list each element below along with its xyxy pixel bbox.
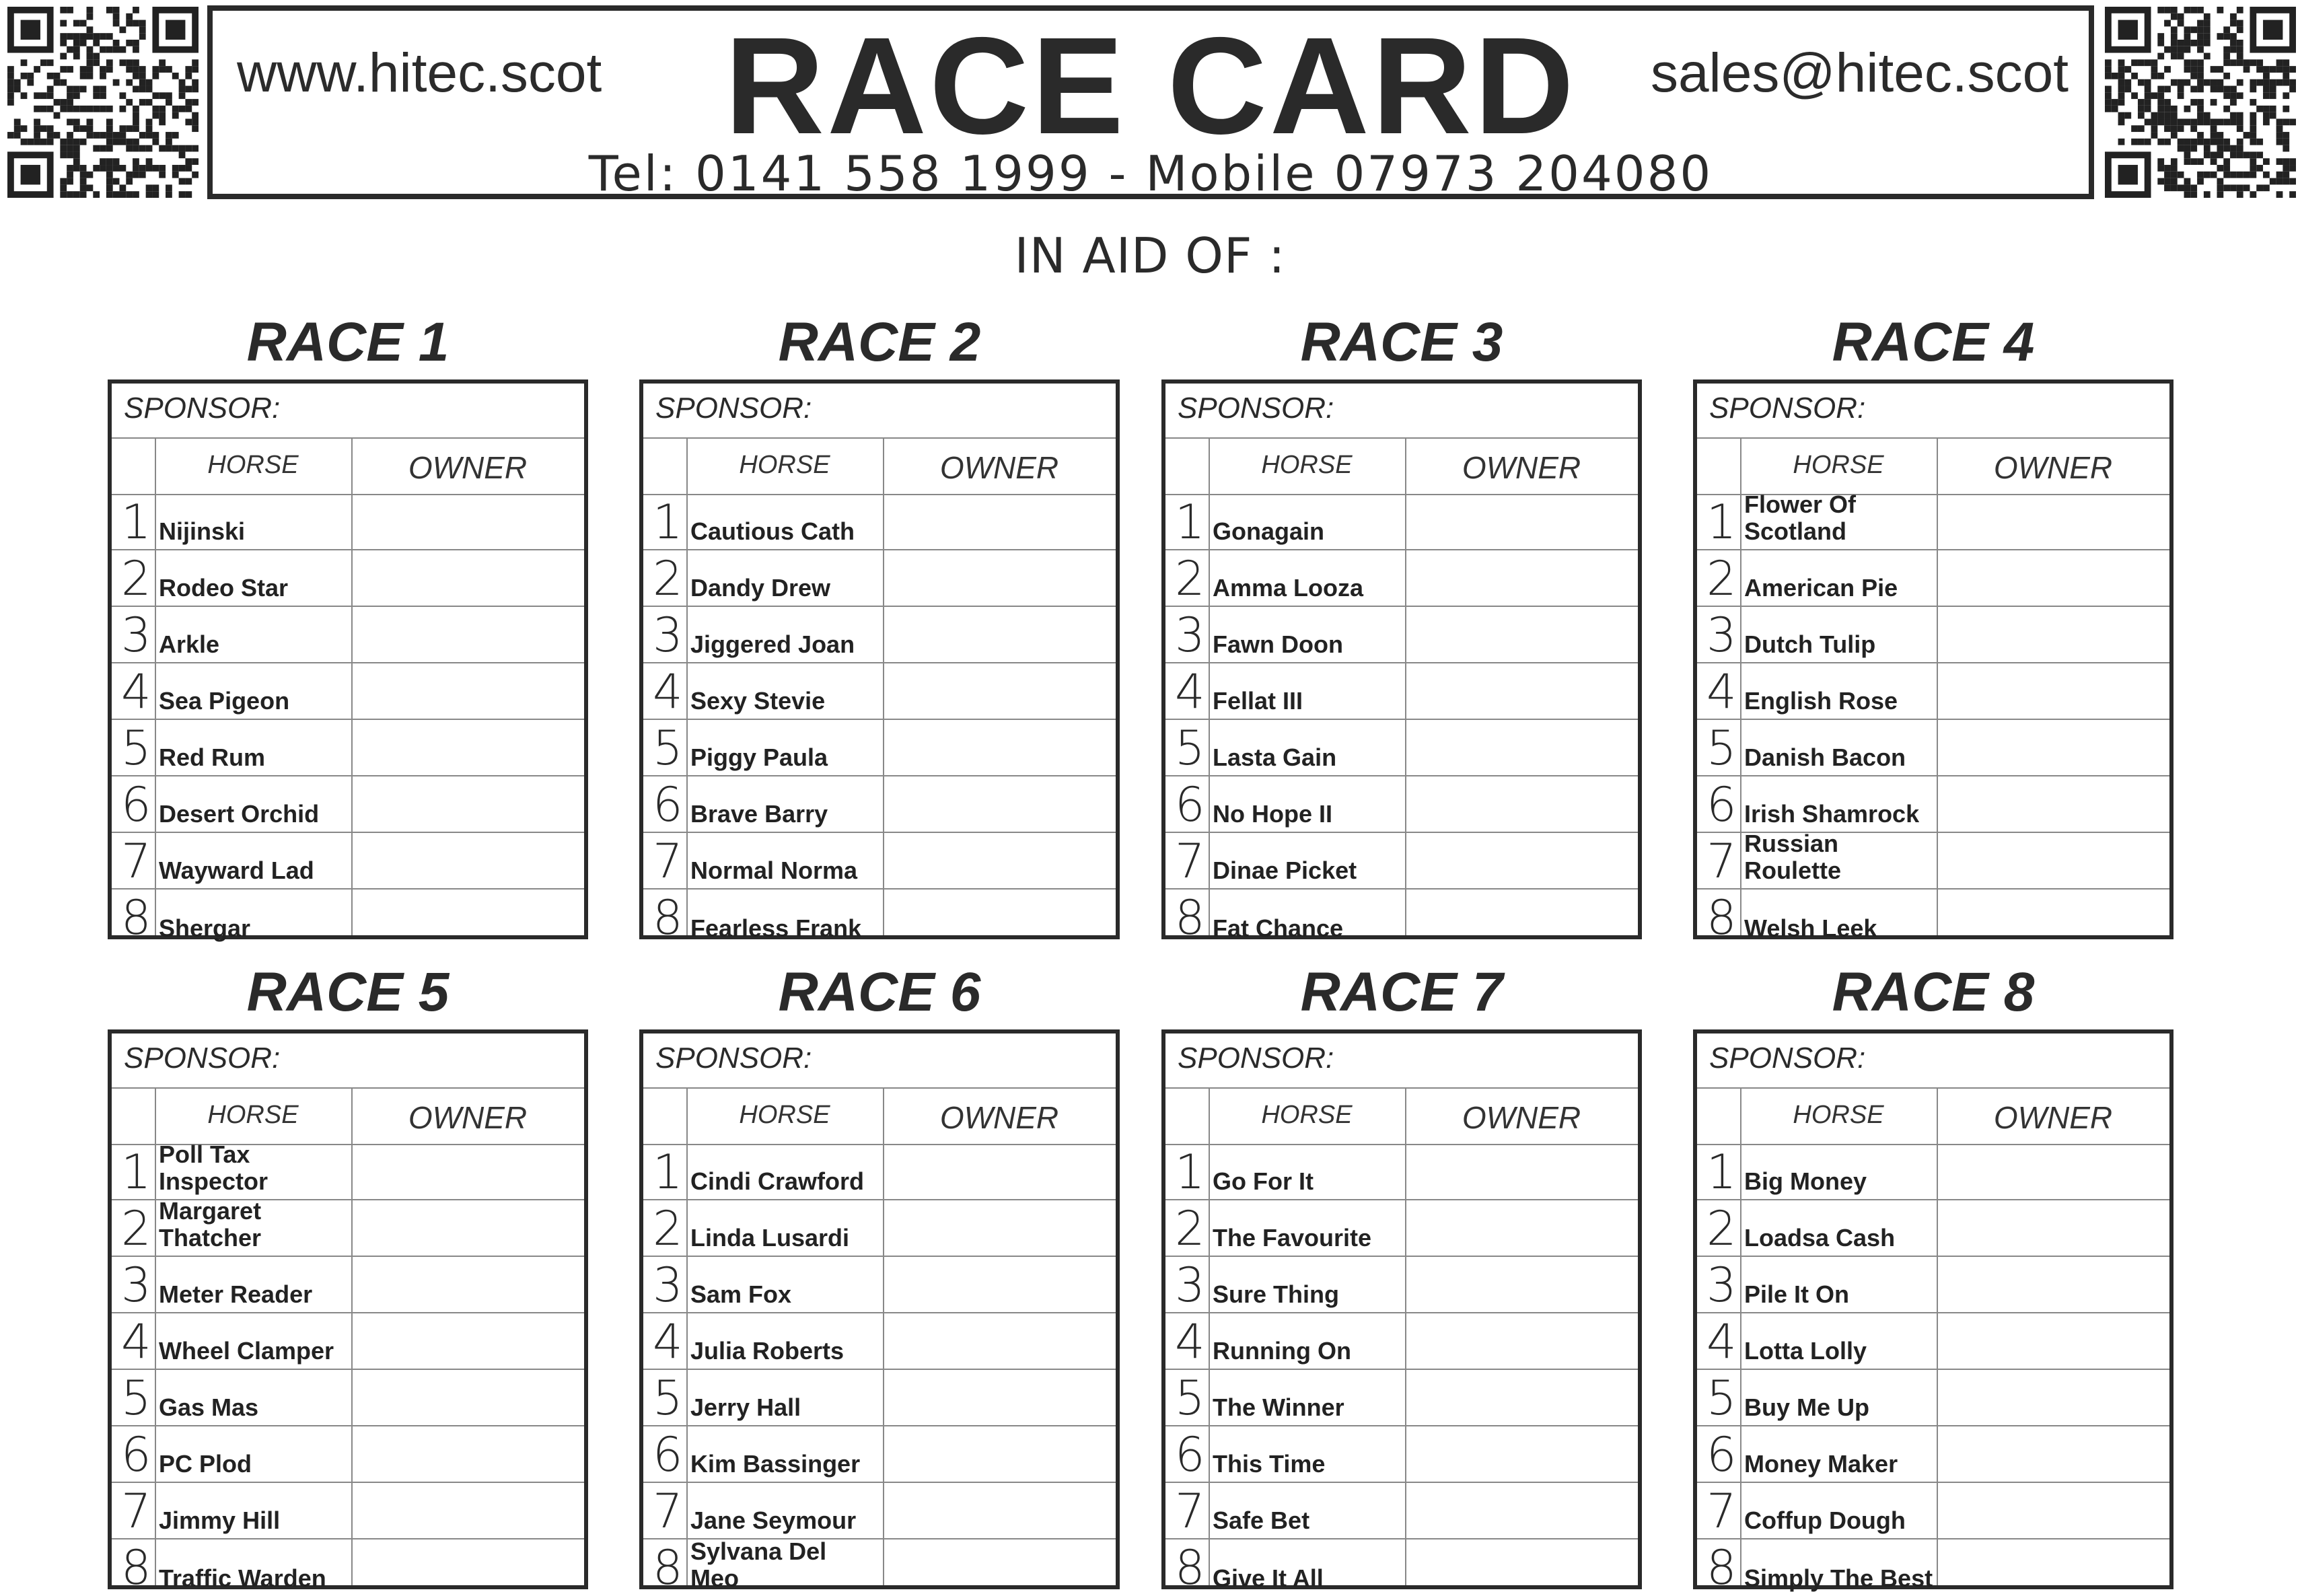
horse-name: PC Plod [159, 1450, 252, 1478]
horse-name: Fellat III [1213, 687, 1303, 715]
race-card [639, 379, 1120, 945]
horse-list [643, 1144, 1116, 1595]
race-card [108, 379, 588, 945]
horse-name: Russian Roulette [1744, 830, 1841, 884]
horse-number: 4 [1175, 664, 1205, 719]
horse-name: Fawn Doon [1213, 630, 1343, 658]
table-row [1165, 890, 1638, 946]
horse-name: Rodeo Star [159, 574, 289, 602]
horse-name: Poll Tax Inspector [159, 1140, 268, 1195]
table-row [1697, 491, 2169, 550]
sponsor-label: SPONSOR: [1178, 1042, 1334, 1075]
horse-number: 4 [121, 1314, 151, 1369]
horse-name: American Pie [1744, 574, 1898, 602]
horse-name: Give It All [1213, 1564, 1324, 1592]
race-title: RACE 5 [246, 962, 450, 1023]
sponsor-label: SPONSOR: [1178, 392, 1334, 425]
column-headers [643, 437, 1116, 495]
horse-name: Sam Fox [690, 1280, 792, 1308]
sponsor-row [643, 384, 1116, 439]
table-row [1165, 1313, 1638, 1370]
owner-column-header: OWNER [1462, 1100, 1581, 1135]
table-row [643, 1313, 1116, 1370]
horse-number: 3 [1706, 1258, 1737, 1313]
horse-number: 5 [121, 721, 151, 776]
horse-name: Dutch Tulip [1744, 630, 1876, 658]
horse-number: 3 [121, 1258, 151, 1313]
horse-number: 1 [1706, 1145, 1737, 1200]
table-row [1697, 1144, 2169, 1200]
table-row [643, 720, 1116, 776]
owner-column-header: OWNER [408, 1100, 528, 1135]
qr-code-left [7, 7, 199, 198]
horse-name: Gas Mas [159, 1393, 259, 1421]
table-row [112, 833, 584, 890]
column-headers [643, 1087, 1116, 1145]
horse-number: 7 [121, 1484, 151, 1539]
table-row [643, 1257, 1116, 1313]
horse-name: Sexy Stevie [690, 687, 826, 715]
horse-number: 6 [121, 777, 151, 832]
horse-name: Jimmy Hill [159, 1507, 281, 1534]
table-row [1697, 1539, 2169, 1596]
horse-number: 1 [653, 495, 683, 550]
horse-name: Brave Barry [690, 800, 828, 828]
table-row [1165, 833, 1638, 890]
table-row [643, 1200, 1116, 1257]
race-card [1693, 1029, 2173, 1595]
horse-name: Meter Reader [159, 1280, 313, 1308]
horse-column-header: HORSE [1261, 451, 1353, 479]
table-row [112, 1426, 584, 1483]
table-row [643, 607, 1116, 663]
horse-name: Simply The Best [1744, 1564, 1933, 1592]
horse-number: 3 [121, 608, 151, 663]
horse-number: 6 [121, 1427, 151, 1482]
horse-list [112, 494, 584, 945]
race-title: RACE 6 [778, 962, 981, 1023]
horse-column-header: HORSE [1261, 1101, 1353, 1129]
horse-number: 8 [1706, 1540, 1737, 1595]
horse-name: Pile It On [1744, 1280, 1850, 1308]
owner-column-header: OWNER [1462, 450, 1581, 485]
race-title: RACE 2 [778, 312, 981, 373]
sponsor-label: SPONSOR: [124, 392, 281, 425]
horse-name: Dinae Picket [1213, 857, 1357, 884]
horse-number: 1 [121, 1145, 151, 1200]
sponsor-row [1697, 1033, 2169, 1089]
horse-number: 5 [1175, 721, 1205, 776]
horse-list [112, 1140, 584, 1595]
horse-number: 3 [1175, 1258, 1205, 1313]
horse-name: Arkle [159, 630, 220, 658]
race-title: RACE 3 [1300, 312, 1503, 373]
horse-number: 5 [653, 721, 683, 776]
sponsor-row [112, 384, 584, 439]
horse-number: 6 [653, 1427, 683, 1482]
horse-number: 1 [1175, 1145, 1205, 1200]
table-row [1165, 720, 1638, 776]
horse-name: Wayward Lad [159, 857, 314, 884]
qr-code-right [2105, 7, 2296, 198]
column-headers [1697, 437, 2169, 495]
table-row [643, 1539, 1116, 1596]
horse-number: 2 [1175, 1201, 1205, 1256]
table-row [1697, 550, 2169, 607]
horse-number: 7 [653, 1484, 683, 1539]
horse-name: Lasta Gain [1213, 743, 1337, 771]
horse-number: 6 [1706, 777, 1737, 832]
email-text: sales@hitec.scot [1650, 42, 2069, 104]
column-headers [1165, 1087, 1638, 1145]
horse-name: Cindi Crawford [690, 1167, 864, 1195]
horse-column-header: HORSE [207, 1101, 299, 1129]
table-row [1165, 1257, 1638, 1313]
horse-number: 8 [1706, 890, 1737, 945]
table-row [112, 550, 584, 607]
horse-number: 6 [1706, 1427, 1737, 1482]
column-headers [112, 437, 584, 495]
sponsor-label: SPONSOR: [655, 392, 812, 425]
table-row [643, 663, 1116, 720]
table-row [643, 494, 1116, 550]
sponsor-row [1697, 384, 2169, 439]
horse-number: 4 [1175, 1314, 1205, 1369]
horse-number: 8 [1175, 890, 1205, 945]
column-headers [112, 1087, 584, 1145]
horse-number: 3 [1706, 608, 1737, 663]
race-card [1161, 379, 1642, 945]
horse-name: Julia Roberts [690, 1337, 844, 1365]
horse-name: Sylvana Del Meo [690, 1537, 827, 1592]
horse-name: This Time [1213, 1450, 1326, 1478]
owner-column-header: OWNER [939, 1100, 1059, 1135]
table-row [1697, 1426, 2169, 1483]
table-row [643, 1483, 1116, 1539]
horse-name: Danish Bacon [1744, 743, 1906, 771]
horse-name: Linda Lusardi [690, 1224, 850, 1252]
column-headers [1165, 437, 1638, 495]
horse-name: Money Maker [1744, 1450, 1898, 1478]
horse-number: 8 [653, 1540, 683, 1595]
horse-name: Buy Me Up [1744, 1393, 1870, 1421]
horse-number: 4 [653, 664, 683, 719]
table-row [112, 663, 584, 720]
horse-name: Big Money [1744, 1167, 1867, 1195]
sponsor-label: SPONSOR: [1709, 1042, 1866, 1075]
horse-number: 2 [1706, 1201, 1737, 1256]
horse-name: The Favourite [1213, 1224, 1372, 1252]
horse-number: 3 [653, 1258, 683, 1313]
telephone-text: Tel: 0141 558 1999 - Mobile 07973 204080 [588, 145, 1713, 202]
sponsor-row [1165, 384, 1638, 439]
horse-list [1697, 1144, 2169, 1595]
table-row [1165, 494, 1638, 550]
table-row [1165, 607, 1638, 663]
table-row [1697, 1483, 2169, 1539]
horse-name: Fat Chance [1213, 914, 1344, 942]
horse-number: 7 [1175, 1484, 1205, 1539]
horse-number: 6 [1175, 777, 1205, 832]
table-row [1165, 1200, 1638, 1257]
table-row [112, 607, 584, 663]
race-title: RACE 4 [1832, 312, 2035, 373]
table-row [1697, 890, 2169, 946]
horse-number: 7 [121, 834, 151, 889]
table-row [1165, 1426, 1638, 1483]
table-row [112, 720, 584, 776]
horse-name: Jerry Hall [690, 1393, 801, 1421]
table-row [112, 1140, 584, 1200]
table-row [112, 1483, 584, 1539]
horse-number: 7 [653, 834, 683, 889]
horse-name: Running On [1213, 1337, 1351, 1365]
horse-name: Margaret Thatcher [159, 1197, 262, 1252]
horse-column-header: HORSE [739, 451, 830, 479]
horse-name: Dandy Drew [690, 574, 831, 602]
table-row [1165, 1370, 1638, 1426]
horse-name: Desert Orchid [159, 800, 320, 828]
horse-number: 5 [653, 1371, 683, 1426]
horse-number: 8 [121, 1540, 151, 1595]
horse-name: Shergar [159, 914, 251, 942]
horse-name: Red Rum [159, 743, 266, 771]
race-card [1161, 1029, 1642, 1595]
table-row [112, 1257, 584, 1313]
table-row [1697, 663, 2169, 720]
horse-column-header: HORSE [207, 451, 299, 479]
horse-number: 5 [1175, 1371, 1205, 1426]
horse-column-header: HORSE [739, 1101, 830, 1129]
horse-number: 5 [1706, 721, 1737, 776]
table-row [643, 1144, 1116, 1200]
table-row [1697, 1257, 2169, 1313]
sponsor-row [112, 1033, 584, 1089]
owner-column-header: OWNER [408, 450, 528, 485]
horse-name: English Rose [1744, 687, 1898, 715]
sponsor-label: SPONSOR: [124, 1042, 281, 1075]
horse-name: Traffic Warden [159, 1564, 326, 1592]
page-title: RACE CARD [725, 9, 1577, 163]
horse-number: 8 [1175, 1540, 1205, 1595]
horse-name: The Winner [1213, 1393, 1344, 1421]
website-text: www.hitec.scot [237, 42, 602, 104]
in-aid-of-label: IN AID OF : [1014, 227, 1286, 284]
race-title: RACE 1 [246, 312, 450, 373]
horse-column-header: HORSE [1793, 451, 1884, 479]
table-row [1697, 1313, 2169, 1370]
table-row [112, 1313, 584, 1370]
table-row [1165, 1483, 1638, 1539]
horse-name: Jiggered Joan [690, 630, 855, 658]
horse-name: Welsh Leek [1744, 914, 1877, 942]
horse-list [1165, 494, 1638, 945]
horse-list [1697, 491, 2169, 945]
table-row [112, 776, 584, 833]
horse-name: Loadsa Cash [1744, 1224, 1896, 1252]
horse-name: Lotta Lolly [1744, 1337, 1867, 1365]
table-row [643, 890, 1116, 946]
horse-number: 7 [1175, 834, 1205, 889]
horse-number: 4 [1706, 664, 1737, 719]
horse-name: Nijinski [159, 517, 246, 545]
table-row [643, 833, 1116, 890]
table-row [643, 1426, 1116, 1483]
horse-name: Gonagain [1213, 517, 1325, 545]
table-row [1165, 550, 1638, 607]
horse-number: 3 [1175, 608, 1205, 663]
table-row [643, 776, 1116, 833]
horse-number: 3 [653, 608, 683, 663]
table-row [1697, 1200, 2169, 1257]
horse-number: 4 [653, 1314, 683, 1369]
horse-number: 5 [1706, 1371, 1737, 1426]
sponsor-label: SPONSOR: [1709, 392, 1866, 425]
horse-name: Wheel Clamper [159, 1337, 334, 1365]
horse-list [1165, 1144, 1638, 1595]
table-row [112, 1539, 584, 1596]
table-row [1165, 1539, 1638, 1596]
horse-name: Sea Pigeon [159, 687, 290, 715]
table-row [643, 550, 1116, 607]
sponsor-row [1165, 1033, 1638, 1089]
horse-name: Flower Of Scotland [1744, 491, 1857, 545]
race-card [639, 1029, 1120, 1595]
horse-number: 2 [653, 1201, 683, 1256]
table-row [112, 1370, 584, 1426]
horse-number: 2 [121, 1201, 151, 1256]
horse-number: 6 [653, 777, 683, 832]
horse-name: Go For It [1213, 1167, 1314, 1195]
sponsor-label: SPONSOR: [655, 1042, 812, 1075]
horse-number: 7 [1706, 1484, 1737, 1539]
horse-column-header: HORSE [1793, 1101, 1884, 1129]
table-row [1165, 663, 1638, 720]
owner-column-header: OWNER [1993, 1100, 2113, 1135]
table-row [643, 1370, 1116, 1426]
table-row [112, 1197, 584, 1257]
table-row [1165, 1144, 1638, 1200]
horse-name: Safe Bet [1213, 1507, 1310, 1534]
horse-name: Cautious Cath [690, 517, 855, 545]
horse-name: Fearless Frank [690, 914, 862, 942]
horse-name: Jane Seymour [690, 1507, 857, 1534]
horse-name: Coffup Dough [1744, 1507, 1906, 1534]
horse-number: 2 [1175, 551, 1205, 606]
horse-number: 2 [1706, 551, 1737, 606]
horse-number: 8 [121, 890, 151, 945]
horse-number: 8 [653, 890, 683, 945]
horse-number: 6 [1175, 1427, 1205, 1482]
table-row [1697, 1370, 2169, 1426]
horse-name: Irish Shamrock [1744, 800, 1920, 828]
table-row [1697, 830, 2169, 890]
horse-number: 4 [1706, 1314, 1737, 1369]
horse-name: Kim Bassinger [690, 1450, 861, 1478]
owner-column-header: OWNER [1993, 450, 2113, 485]
sponsor-row [643, 1033, 1116, 1089]
table-row [1697, 607, 2169, 663]
horse-number: 1 [121, 495, 151, 550]
table-row [112, 494, 584, 550]
owner-column-header: OWNER [939, 450, 1059, 485]
horse-number: 1 [1175, 495, 1205, 550]
horse-name: Normal Norma [690, 857, 858, 884]
horse-number: 4 [121, 664, 151, 719]
horse-name: Sure Thing [1213, 1280, 1339, 1308]
table-row [112, 890, 584, 946]
horse-name: Piggy Paula [690, 743, 828, 771]
table-row [1165, 776, 1638, 833]
race-title: RACE 7 [1300, 962, 1503, 1023]
horse-number: 5 [121, 1371, 151, 1426]
horse-number: 2 [121, 551, 151, 606]
race-card [1693, 379, 2173, 945]
race-card [108, 1029, 588, 1595]
horse-name: No Hope II [1213, 800, 1332, 828]
horse-number: 1 [1706, 495, 1737, 550]
race-title: RACE 8 [1832, 962, 2035, 1023]
horse-number: 7 [1706, 834, 1737, 889]
horse-number: 2 [653, 551, 683, 606]
horse-list [643, 494, 1116, 945]
horse-number: 1 [653, 1145, 683, 1200]
table-row [1697, 720, 2169, 776]
column-headers [1697, 1087, 2169, 1145]
table-row [1697, 776, 2169, 833]
horse-name: Amma Looza [1213, 574, 1364, 602]
header-box [207, 5, 2094, 202]
